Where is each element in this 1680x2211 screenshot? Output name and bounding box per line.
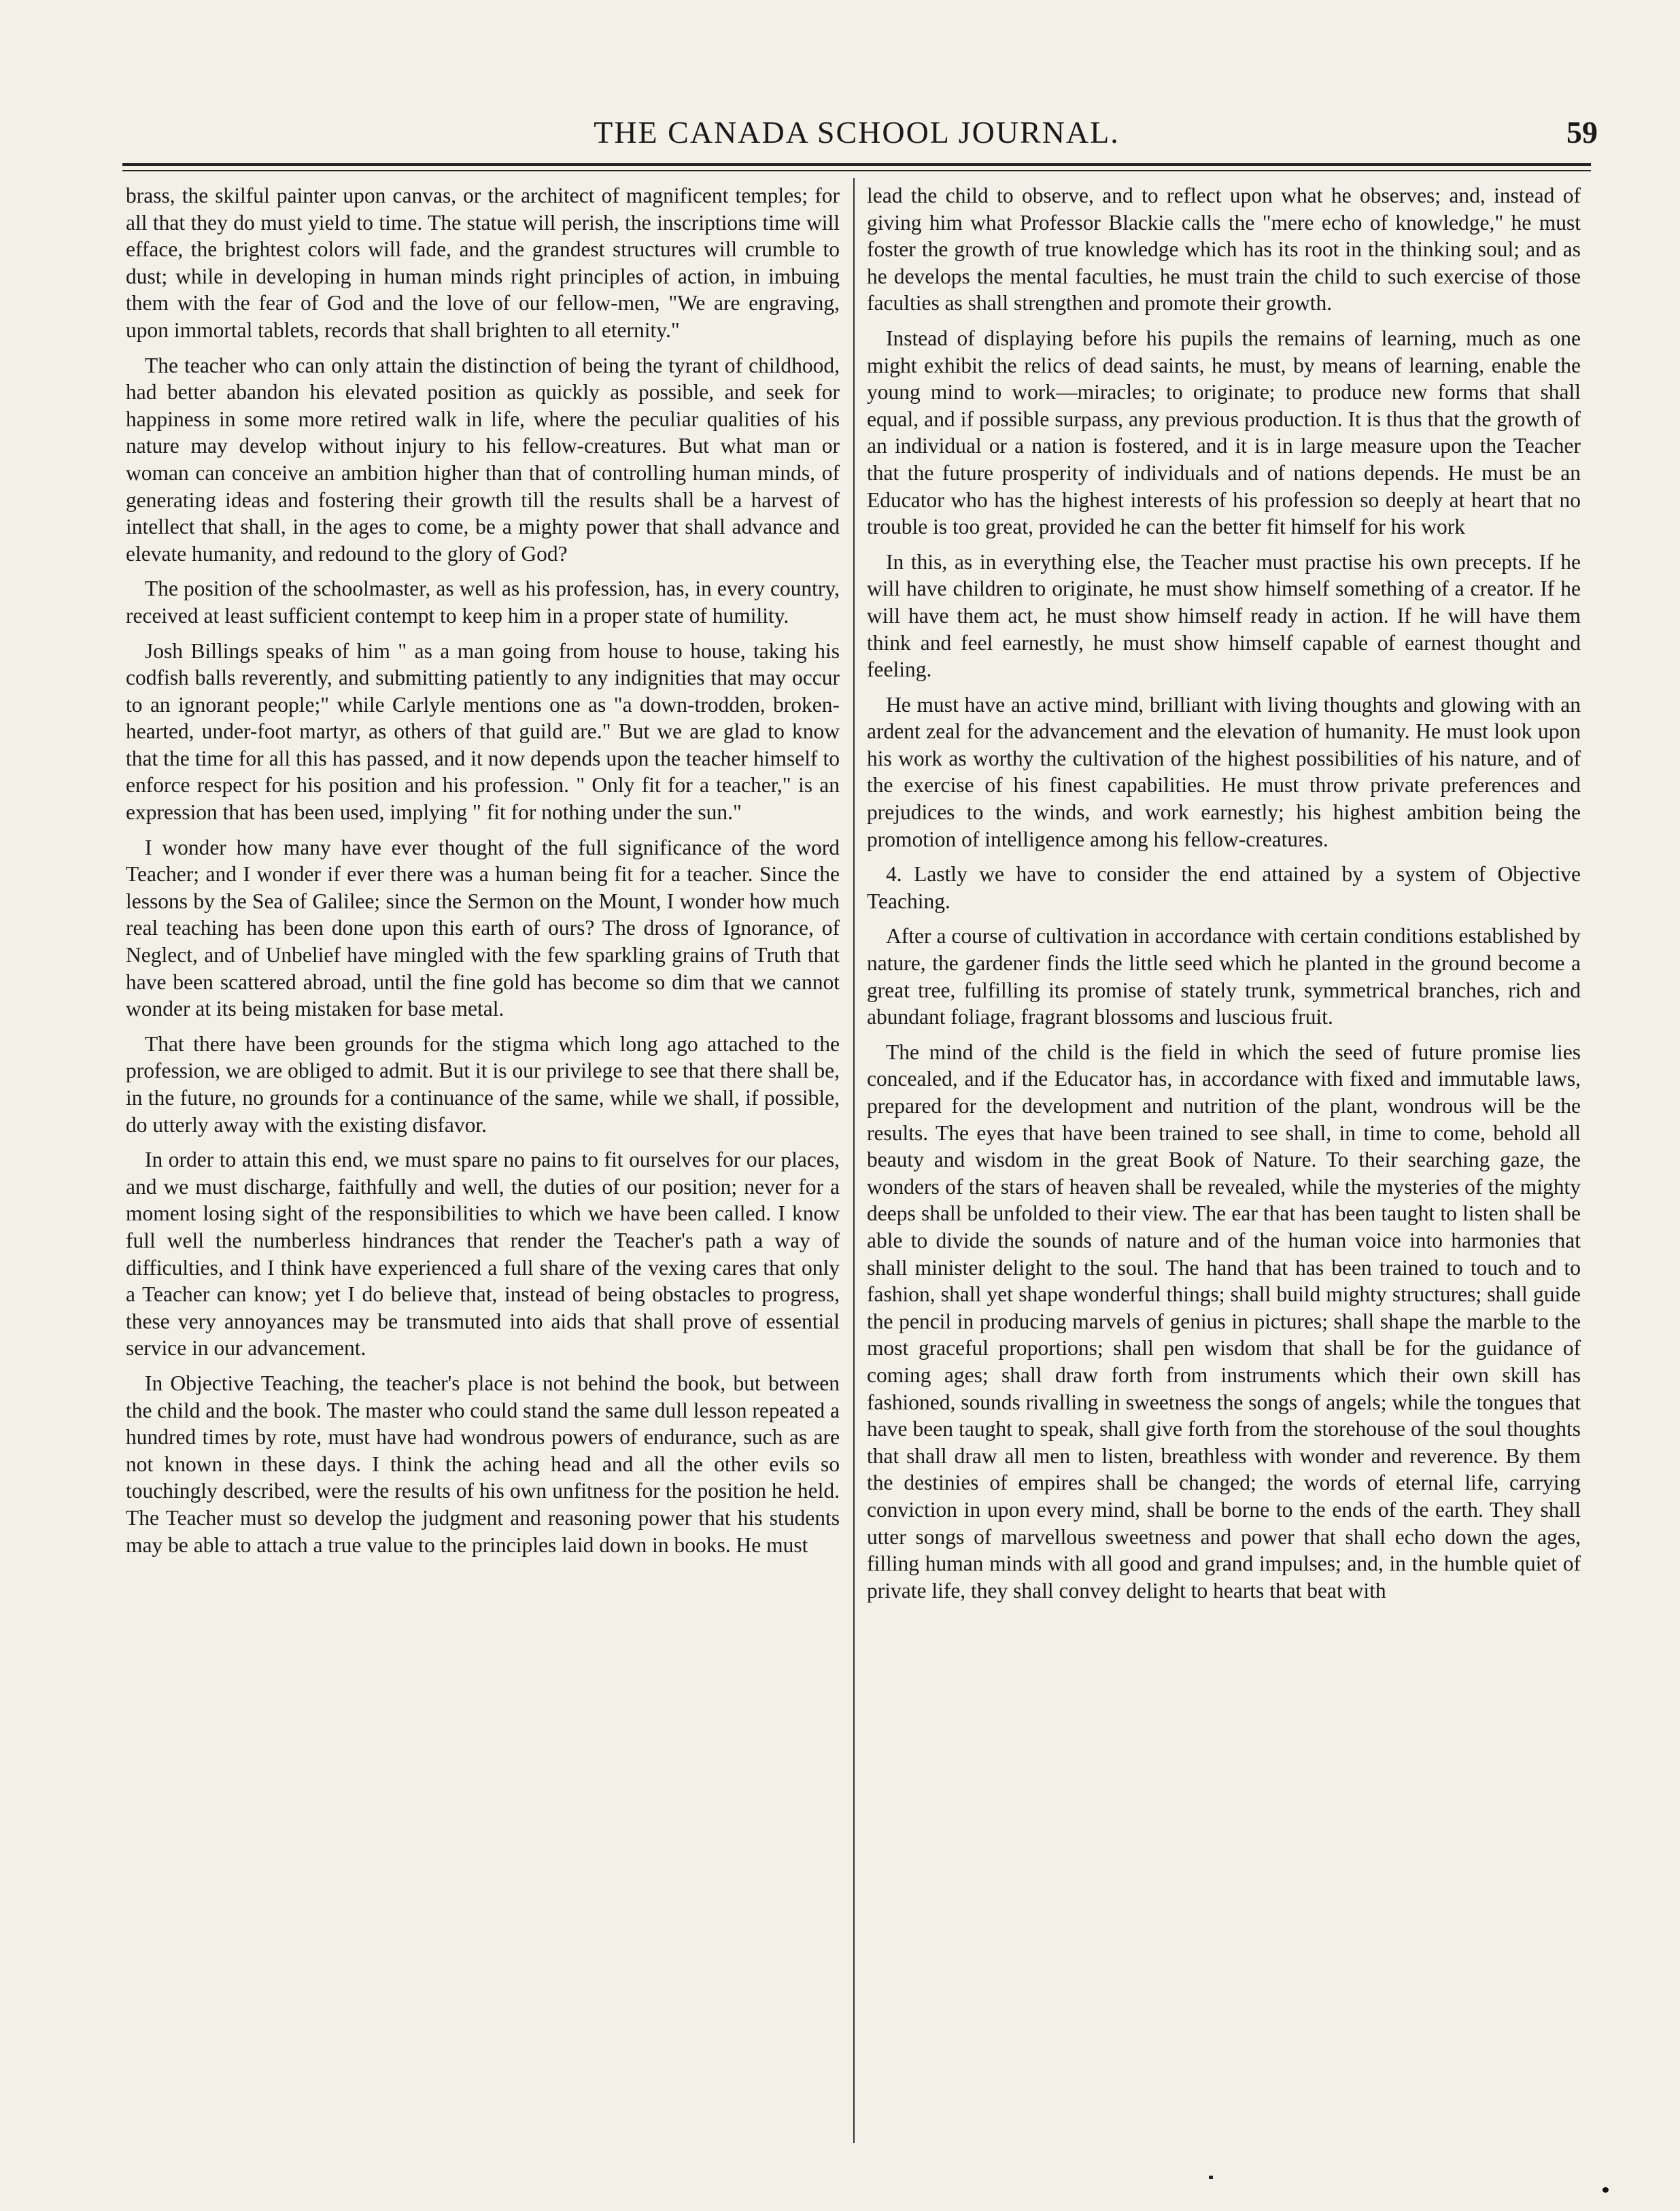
paragraph: In this, as in everything else, the Teacher must practise his own precepts. If he will have children to originate, he must show himself something of a creator. If he will have them act, he must show himself ready in action. If he will have them think and feel earnestly, he must show himself capable of earnest thought and feeling. [867, 549, 1581, 682]
paragraph: In Objective Teaching, the teacher's place is not behind the book, but between the child and the book. The master who could stand the same dull lesson repeated a hundred times by rote, must have had wondrous powers of endurance, such as are not known in these days. I think the aching head and all the other evils so touchingly described, were the results of his own unfitness for the position he held. The Teacher must so develop the judgment and reasoning power that his students may be able to attach a true value to the principles laid down in books. He must [126, 1371, 840, 1557]
paragraph: brass, the skilful painter upon canvas, or the architect of magnificent temples; for all that they do must yield to time. The statue will perish, the inscriptions time will efface, the brightest colors will fade, and the grandest structures will crumble to dust; while in developing in human minds right principles of action, in imbuing them with the fear of God and the love of our fellow-men, "We are engraving, upon immortal tablets, records that shall brighten to all eternity." [126, 184, 840, 342]
print-speck [1602, 2187, 1609, 2193]
paragraph: 4. Lastly we have to consider the end attained by a system of Objective Teaching. [867, 862, 1581, 913]
paragraph: That there have been grounds for the stigma which long ago attached to the profession, we are obliged to admit. But it is our privilege to see that there shall be, in the future, no grounds for a continuance of the same, while we shall, if possible, do utterly away with the existing disfavor. [126, 1031, 840, 1137]
paragraph: In order to attain this end, we must spare no pains to fit ourselves for our places, and we must discharge, faithfully and well, the duties of our position; never for a moment losing sight of the responsibilities to which we have been called. I know full well the numberless hindrances that render the Teacher's path a way of difficulties, and I think have experienced a full share of the vexing cares that only a Teacher can know; yet I do believe that, instead of being obstacles to progress, these very annoyances may be transmuted into aids that shall prove of essential service in our advancement. [126, 1148, 840, 1360]
paragraph: After a course of cultivation in accordance with certain conditions established by nature, the gardener finds the little seed which he planted in the ground become a great tree, fulfilling its promise of stately trunk, symmetrical branches, rich and abundant foliage, fragrant blossoms and luscious fruit. [867, 924, 1581, 1029]
paragraph: He must have an active mind, brilliant with living thoughts and glowing with an ardent zeal for the advancement and the elevation of humanity. He must look upon his work as worthy the cultivation of the highest possibilities of his nature, and of the exercise of his finest capabilities. He must throw private preferences and prejudices to the winds, and work earnestly; his highest ambition being the promotion of intelligence among his fellow-creatures. [867, 692, 1581, 851]
print-speck [1209, 2176, 1213, 2179]
running-header [116, 114, 1598, 162]
paragraph: lead the child to observe, and to reflect upon what he observes; and, instead of giving him what Professor Blackie calls the "mere echo of knowledge," he must foster the growth of true knowledge which has its root in the thinking soul; and as he develops the mental faculties, he must train the child to such exercise of those faculties as shall strengthen and promote their growth. [867, 184, 1581, 315]
paragraph: I wonder how many have ever thought of the full significance of the word Teacher; and I wonder if ever there was a human being fit for a teacher. Since the lessons by the Sea of Galilee; since the Sermon on the Mount, I wonder how much real teaching has been done upon this earth of ours? The dross of Ignorance, of Neglect, and of Unbelief have mingled with the few sparkling grains of Truth that have been scattered abroad, until the fine gold has become so dim that we cannot wonder at its being mistaken for base metal. [126, 835, 840, 1021]
page-number: 59 [1566, 115, 1598, 150]
header-rule-thick [122, 163, 1591, 166]
column-divider [853, 178, 855, 2143]
paragraph: Instead of displaying before his pupils the remains of learning, much as one might exhibit the relics of dead saints, he must, by means of learning, enable the young mind to work—miracles; to originate; to produce new forms that shall equal, and if possible surpass, any previous production. It is thus that the growth of an individual or a nation is fostered, and it is in large measure upon the Teacher that the future prosperity of individuals and of nations depends. He must be an Educator who has the highest interests of his profession so deeply at heart that no trouble is too great, provided he can the better fit himself for his work [867, 326, 1581, 539]
paragraph: The position of the schoolmaster, as well as his profession, has, in every country, received at least sufficient contempt to keep him in a proper state of humility. [126, 577, 840, 628]
journal-title: THE CANADA SCHOOL JOURNAL. [594, 115, 1120, 150]
header-rule-thin [122, 170, 1591, 171]
paragraph: The mind of the child is the field in which the seed of future promise lies concealed, and if the Educator has, in accordance with fixed and immutable laws, prepared for the development and nutrition of the plant, wondrous will be the results. The eyes that have been trained to see shall, in time to come, behold all beauty and wisdom in the great Book of Nature. To their searching gaze, the wonders of the stars of heaven shall be revealed, while the mysteries of the mighty deeps shall be unfolded to their view. The ear that has been taught to listen shall be able to divide the sounds of nature and of the human voice into harmonies that shall minister delight to the soul. The hand that has been trained to touch and to fashion, shall yet shape wonderful things; shall build mighty structures; shall guide the pencil in producing marvels of genius in pictures; shall shape the marble to the most graceful proportions; shall pen wisdom that shall be for the guidance of coming ages; shall draw forth from instruments which their own skill has fashioned, sounds rivalling in sweetness the songs of angels; while the tongues that have been taught to speak, shall give forth from the storehouse of the soul thoughts that shall draw all men to listen, breathless with wonder and reverence. By them the destinies of empires shall be changed; the words of eternal life, carrying conviction in upon every mind, shall be borne to the ends of the earth. They shall utter songs of marvellous sweetness and power that shall echo down the ages, filling human minds with all good and grand impulses; and, in the humble quiet of private life, they shall convey delight to hearts that beat with [867, 1040, 1581, 1602]
right-column [867, 182, 1581, 2147]
paragraph: The teacher who can only attain the distinction of being the tyrant of childhood, had better abandon his elevated position as quickly as possible, and seek for happiness in some more retired walk in life, where the peculiar qualities of his nature may develop without injury to his fellow-creatures. But what man or woman can conceive an ambition higher than that of controlling human minds, of generating ideas and fostering their growth till the results shall be a harvest of intellect that shall, in the ages to come, be a mighty power that shall advance and elevate humanity, and redound to the glory of God? [126, 353, 840, 566]
paragraph: Josh Billings speaks of him " as a man going from house to house, taking his codfish balls reverently, and submitting patiently to any indignities that may occur to an ignorant people;" while Carlyle mentions one as "a down-trodden, broken-hearted, under-foot martyr, as others of that guild are." But we are glad to know that the time for all this has passed, and it now depends upon the teacher himself to enforce respect for his position and his profession. " Only fit for a teacher," is an expression that has been used, implying " fit for nothing under the sun." [126, 638, 840, 825]
left-column [126, 182, 840, 2147]
